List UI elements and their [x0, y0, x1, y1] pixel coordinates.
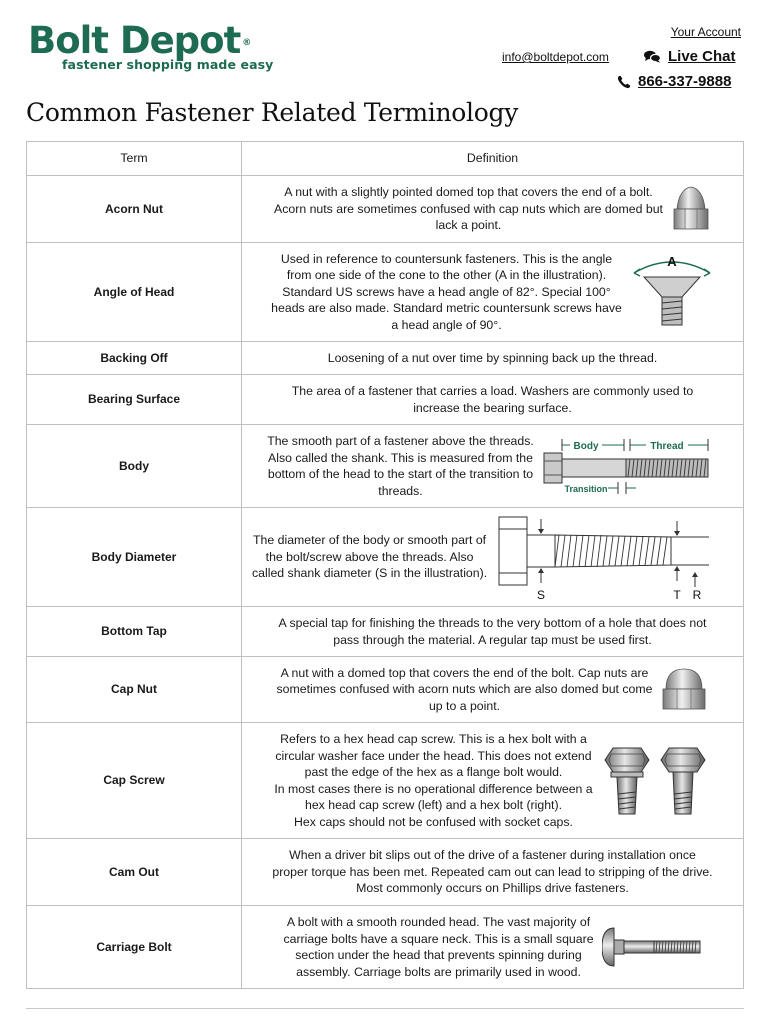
term-cell: Backing Off: [27, 342, 242, 375]
chat-bubbles-icon: [644, 50, 661, 63]
footer-divider: [26, 1008, 744, 1009]
definition-cell: [242, 508, 744, 607]
table-row: [27, 607, 744, 657]
term-cell: Bottom Tap: [27, 607, 242, 657]
terminology-table: [26, 141, 744, 989]
definition-cell: [242, 243, 744, 342]
root-label-r: R: [692, 588, 702, 601]
term-column-header: Term: [27, 142, 242, 176]
thread-label: Thread: [650, 441, 684, 452]
carriage-bolt-illustration: [602, 926, 702, 968]
term-cell: Bearing Surface: [27, 375, 242, 425]
term-cell: Cam Out: [27, 839, 242, 906]
definition-cell: [242, 607, 744, 657]
logo-wordmark: Bolt Depot: [28, 19, 241, 62]
definition-cell: [242, 342, 744, 375]
table-row: [27, 375, 744, 425]
definition-text: Used in reference to countersunk fasteners. This is the angle from one side of the cone to the other (A in the illustration). Standard US screws have a head angle of 82°. Special 100° heads are also made. Standard metric countersunk screws have a head angle of 90°.: [271, 251, 622, 332]
table-row: [27, 839, 744, 906]
definition-text: A bolt with a smooth rounded head. The vast majority of carriage bolts have a square neck. This is a small square section under the head that prevents spinning during assembly. Carriage bolts are primarily used in wood.: [283, 915, 594, 979]
table-row: [27, 508, 744, 607]
body-diameter-illustration: [495, 513, 715, 601]
definition-cell: [242, 723, 744, 839]
table-row: [27, 657, 744, 723]
transition-label: Transition: [564, 484, 608, 494]
phone-icon: [617, 75, 631, 89]
table-row: [27, 342, 744, 375]
phone-number: 866-337-9888: [638, 73, 732, 90]
definition-text: The diameter of the body or smooth part of the bolt/screw above the threads. Also called shank diameter (S in the illustration).: [252, 533, 488, 581]
cap-nut-illustration: [660, 667, 708, 713]
definition-text: A nut with a domed top that covers the end of the bolt. Cap nuts are sometimes confused with acorn nuts which are also domed but come up to a point.: [276, 665, 653, 713]
definition-cell: [242, 375, 744, 425]
definition-cell: [242, 906, 744, 989]
definition-cell: [242, 425, 744, 508]
table-row: [27, 723, 744, 839]
definition-text: The area of a fastener that carries a load. Washers are commonly used to increase the bearing surface.: [291, 384, 694, 415]
definition-text: Loosening of a nut over time by spinning back up the thread.: [327, 350, 658, 365]
shank-label-s: S: [537, 588, 546, 601]
registered-mark: ®: [242, 38, 251, 48]
term-cell: Acorn Nut: [27, 176, 242, 243]
definition-text: When a driver bit slips out of the drive of a fastener during installation once proper torque has been met. Repeated cam out can lead to stripping of the drive. Most commonly occurs on Phillips drive fasteners.: [272, 848, 713, 896]
table-header-row: [27, 142, 744, 176]
thread-label-t: T: [673, 588, 681, 601]
logo-tagline: fastener shopping made easy: [62, 57, 274, 72]
acorn-nut-illustration: [671, 185, 711, 233]
table-row: [27, 176, 744, 243]
table-row: [27, 243, 744, 342]
page-title: Common Fastener Related Terminology: [26, 98, 519, 127]
body-label: Body: [573, 441, 599, 452]
term-cell: Body: [27, 425, 242, 508]
term-cell: Cap Nut: [27, 657, 242, 723]
definition-cell: [242, 657, 744, 723]
term-cell: Body Diameter: [27, 508, 242, 607]
definition-text: A nut with a slightly pointed domed top that covers the end of a bolt. Acorn nuts are sometimes confused with cap nuts which are domed but lack a point.: [274, 185, 663, 233]
email-link[interactable]: info@boltdepot.com: [502, 50, 609, 64]
angle-label-a: A: [667, 254, 677, 269]
site-header: [0, 0, 768, 90]
definition-text: Refers to a hex head cap screw. This is a hex bolt with a circular washer face under the head. This does not extend past the edge of the hex as a flange bolt would. In most cases there is no operational difference between a hex head cap screw (left) and a hex bolt (right). Hex caps should not be confused with socket caps.: [274, 732, 593, 829]
definition-column-header: Definition: [242, 142, 744, 176]
definition-text: A special tap for finishing the threads to the very bottom of a hole that does not pass through the material. A regular tap must be used first.: [278, 616, 707, 647]
bolt-depot-logo[interactable]: [28, 19, 274, 72]
definition-cell: [242, 839, 744, 906]
table-row: [27, 906, 744, 989]
table-row: [27, 425, 744, 508]
bolt-body-illustration: [542, 435, 718, 497]
term-cell: Angle of Head: [27, 243, 242, 342]
live-chat-label: Live Chat: [668, 48, 736, 65]
your-account-link[interactable]: Your Account: [670, 25, 741, 39]
term-cell: Cap Screw: [27, 723, 242, 839]
definition-cell: [242, 176, 744, 243]
phone-link[interactable]: [617, 73, 731, 90]
cap-screw-and-hex-bolt-illustration: [601, 746, 711, 816]
definition-text: The smooth part of a fastener above the threads. Also called the shank. This is measured from the bottom of the head to the start of the transition to threads.: [267, 434, 534, 498]
countersunk-angle-illustration: [630, 253, 714, 331]
live-chat-link[interactable]: [644, 48, 736, 65]
term-cell: Carriage Bolt: [27, 906, 242, 989]
